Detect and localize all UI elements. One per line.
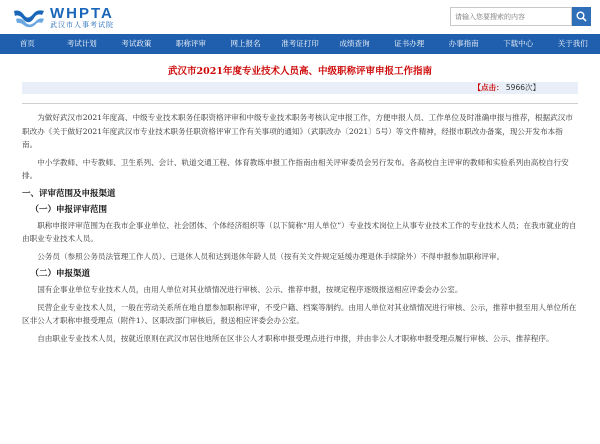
nav-item-home[interactable]: 首页 — [19, 39, 35, 48]
article-paragraph: 中小学教师、中专教师、卫生系列、会计、轨道交通工程、体育教练申报工作指南由相关评审委员会另行发布。各高校自主评审的教师和实验系列由高校自行安排。 — [22, 157, 569, 180]
nav-item-title-review[interactable]: 职称评审 — [175, 39, 206, 48]
hit-counter-label: 【点击： — [473, 83, 504, 92]
nav-item-about-us[interactable]: 关于我们 — [557, 39, 588, 48]
site-header — [0, 0, 600, 34]
nav-item-admission-ticket[interactable]: 准考证打印 — [281, 39, 319, 48]
search-icon — [576, 11, 587, 22]
logo-sub-text: 武汉市人事考试院 — [50, 21, 114, 29]
search-box — [450, 7, 591, 26]
subsection-heading: （一）申报评审范围 — [30, 204, 108, 215]
search-button[interactable] — [572, 7, 591, 26]
main-nav — [0, 34, 600, 54]
logo-text — [50, 6, 114, 30]
logo-emblem-icon — [12, 7, 46, 29]
nav-item-score-query[interactable]: 成绩查询 — [339, 39, 370, 48]
site-logo[interactable] — [12, 5, 162, 31]
subsection-heading: （二）申报渠道 — [30, 269, 91, 279]
nav-item-certificate[interactable]: 证书办理 — [394, 39, 425, 48]
article-paragraph: 国有企事业单位专业技术人员，由用人单位对其业绩情况进行审核、公示、推荐申报，按规定程序逐级报送相应评委会办公室。 — [37, 285, 463, 294]
article-paragraph: 职称申报评审范围为在我市企事业单位、社会团体、个体经济组织等（以下简称“用人单位”）专业技术岗位上从事专业技术工作的专业技术人员；在我市就业的自由职业专业技术人员。 — [22, 220, 577, 243]
article-paragraph: 自由职业专业技术人员，按就近原则在武汉市居住地所在区非公人才职称申报受理点进行申报，并由非公人才职称申报受理点履行审核、公示、推荐程序。 — [37, 333, 554, 343]
search-input[interactable] — [450, 7, 572, 26]
hits-bar — [22, 82, 578, 94]
article — [0, 65, 600, 345]
logo-main-text: WHPTA — [50, 5, 114, 22]
article-paragraph: 公务员（参照公务员法管理工作人员）、已退休人员和达到退休年龄人员（按有关文件规定延缓办理退休手续除外）不得申报参加职称评审。 — [37, 251, 505, 261]
nav-item-download-center[interactable]: 下载中心 — [503, 39, 534, 48]
nav-item-service-guide[interactable]: 办事指南 — [448, 39, 479, 48]
article-paragraph: 民营企业专业技术人员，一般在劳动关系所在地自愿参加职称评审，不受户籍、档案等制约。由用人单位对其业绩情况进行审核、公示，推荐申报至用人单位所在区非公人才职称申报受理点（附件1）、区职改部门审核后，报送相应评委会办公室。 — [22, 302, 577, 325]
nav-item-online-registration[interactable]: 网上报名 — [230, 39, 261, 48]
hit-counter — [474, 82, 540, 94]
section-heading: 一、评审范围及申报渠道 — [22, 188, 116, 199]
divider — [22, 103, 578, 104]
page-title: 武汉市2021年度专业技术人员高、中级职称评审申报工作指南 — [168, 66, 432, 77]
article-paragraph: 为做好武汉市2021年度高、中级专业技术职务任职资格评审和中级专业技术职务考核认定申报工作，方便申报人员、工作单位及时准确申报与推荐，根据武汉市职改办《关于做好2021年度武汉市专业技术职务任职资格评审工作有关事项的通知》（武职改办〔2021〕5号）等文件精神，经报市职改办备案，现公开发布本指南。 — [22, 113, 573, 149]
nav-item-exam-policy[interactable]: 考试政策 — [121, 39, 152, 48]
hit-counter-value: 5966次】 — [505, 83, 540, 92]
nav-item-exam-plan[interactable]: 考试计划 — [66, 39, 97, 48]
article-body — [22, 111, 578, 345]
